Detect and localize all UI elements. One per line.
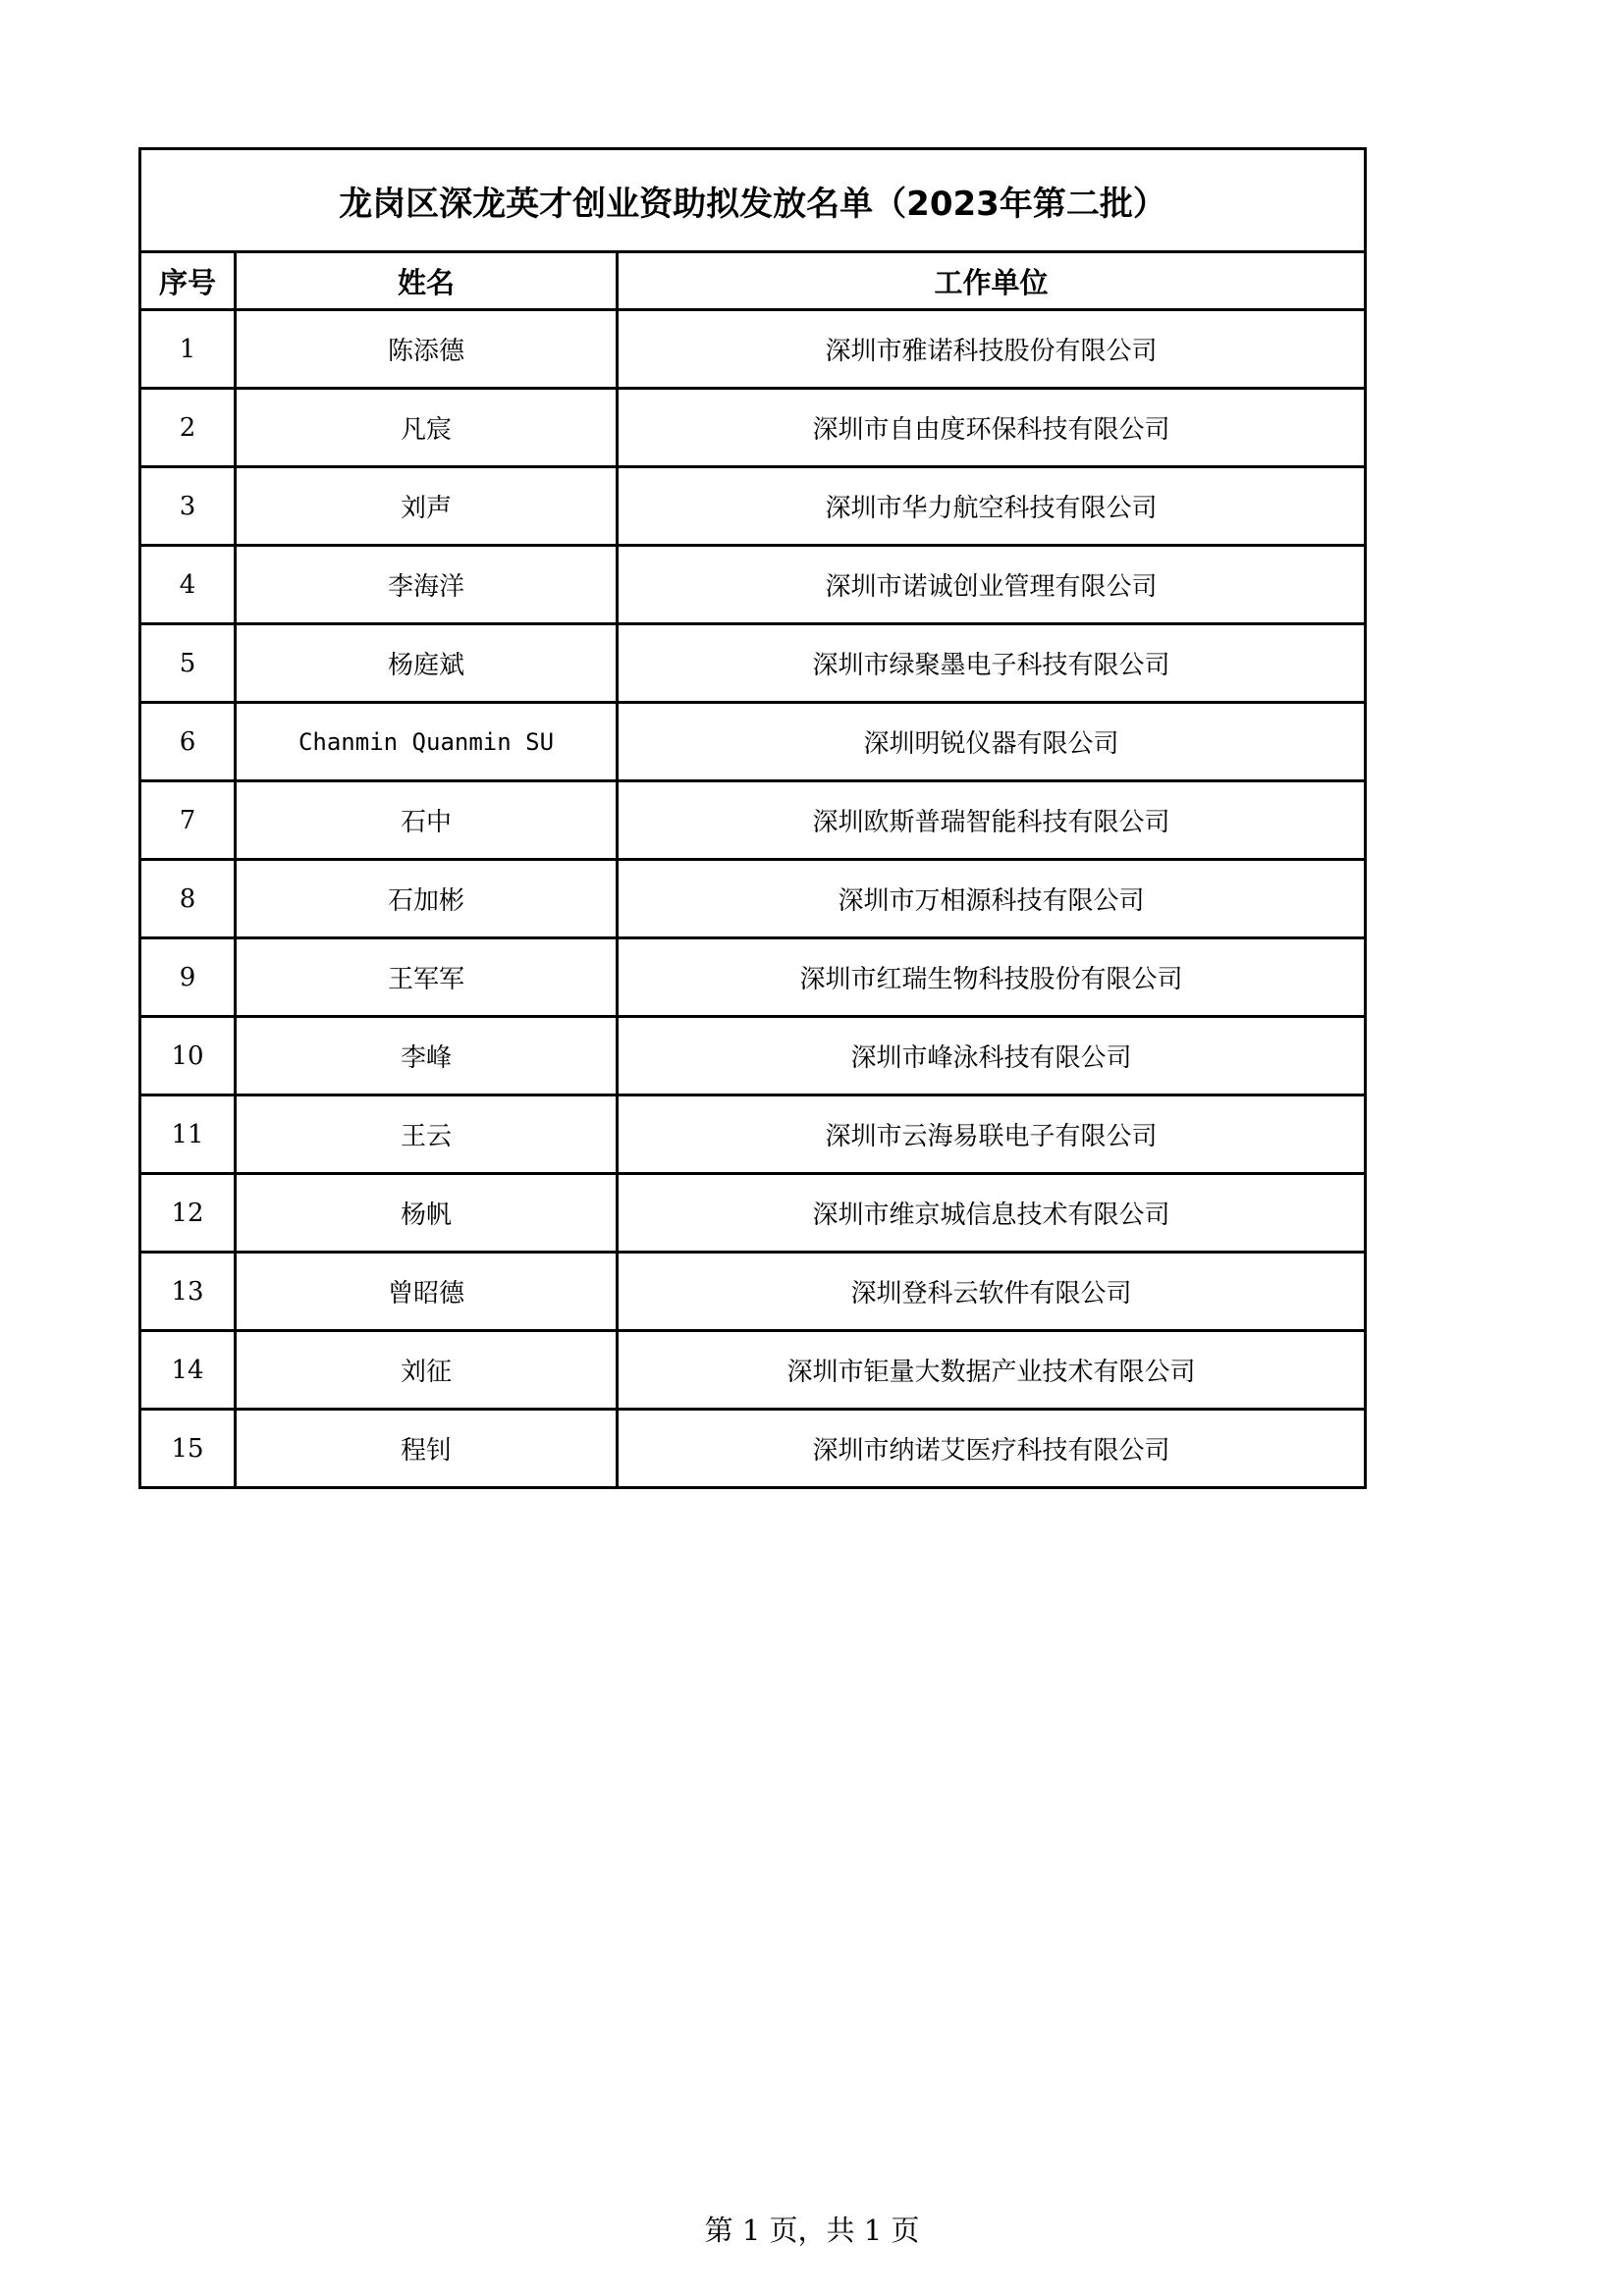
row-unit: 深圳市万相源科技有限公司 <box>618 860 1366 938</box>
column-header-number: 序号 <box>140 252 236 310</box>
row-number: 13 <box>140 1253 236 1331</box>
row-unit: 深圳市钜量大数据产业技术有限公司 <box>618 1331 1366 1410</box>
document-title: 龙岗区深龙英才创业资助拟发放名单（2023年第二批） <box>140 149 1366 252</box>
row-name: 杨庭斌 <box>236 624 618 703</box>
table-row <box>140 546 1366 624</box>
table-row <box>140 1095 1366 1174</box>
table-row <box>140 703 1366 781</box>
page-footer: 第 1 页，共 1 页 <box>704 2214 920 2247</box>
row-unit: 深圳市峰泳科技有限公司 <box>618 1017 1366 1095</box>
row-unit: 深圳市雅诺科技股份有限公司 <box>618 310 1366 389</box>
row-number: 1 <box>140 310 236 389</box>
row-name: 刘声 <box>236 467 618 546</box>
table-row <box>140 781 1366 860</box>
table-row <box>140 1410 1366 1488</box>
row-name: 李海洋 <box>236 546 618 624</box>
row-name: 曾昭德 <box>236 1253 618 1331</box>
row-name: 石中 <box>236 781 618 860</box>
row-number: 12 <box>140 1174 236 1253</box>
row-number: 9 <box>140 938 236 1017</box>
row-unit: 深圳市绿聚墨电子科技有限公司 <box>618 624 1366 703</box>
row-unit: 深圳明锐仪器有限公司 <box>618 703 1366 781</box>
roster-table <box>138 147 1367 1489</box>
column-header-name: 姓名 <box>236 252 618 310</box>
row-number: 7 <box>140 781 236 860</box>
table-header-row <box>140 252 1366 310</box>
row-name: 石加彬 <box>236 860 618 938</box>
row-number: 2 <box>140 389 236 467</box>
row-number: 11 <box>140 1095 236 1174</box>
row-name: Chanmin Quanmin SU <box>236 703 618 781</box>
row-unit: 深圳登科云软件有限公司 <box>618 1253 1366 1331</box>
row-number: 3 <box>140 467 236 546</box>
table-row <box>140 310 1366 389</box>
row-number: 5 <box>140 624 236 703</box>
row-unit: 深圳市华力航空科技有限公司 <box>618 467 1366 546</box>
row-number: 15 <box>140 1410 236 1488</box>
row-number: 8 <box>140 860 236 938</box>
row-number: 14 <box>140 1331 236 1410</box>
table-row <box>140 860 1366 938</box>
row-unit: 深圳欧斯普瑞智能科技有限公司 <box>618 781 1366 860</box>
row-name: 凡宸 <box>236 389 618 467</box>
table-row <box>140 1253 1366 1331</box>
table-row <box>140 1017 1366 1095</box>
row-unit: 深圳市诺诚创业管理有限公司 <box>618 546 1366 624</box>
row-unit: 深圳市云海易联电子有限公司 <box>618 1095 1366 1174</box>
row-name: 程钊 <box>236 1410 618 1488</box>
column-header-unit: 工作单位 <box>618 252 1366 310</box>
table-row <box>140 467 1366 546</box>
row-name: 王军军 <box>236 938 618 1017</box>
row-number: 4 <box>140 546 236 624</box>
row-name: 陈添德 <box>236 310 618 389</box>
row-name: 王云 <box>236 1095 618 1174</box>
table-row <box>140 389 1366 467</box>
row-unit: 深圳市红瑞生物科技股份有限公司 <box>618 938 1366 1017</box>
row-name: 李峰 <box>236 1017 618 1095</box>
table-row <box>140 624 1366 703</box>
table-row <box>140 1331 1366 1410</box>
row-unit: 深圳市自由度环保科技有限公司 <box>618 389 1366 467</box>
row-number: 6 <box>140 703 236 781</box>
row-name: 杨帆 <box>236 1174 618 1253</box>
row-number: 10 <box>140 1017 236 1095</box>
row-unit: 深圳市维京城信息技术有限公司 <box>618 1174 1366 1253</box>
row-unit: 深圳市纳诺艾医疗科技有限公司 <box>618 1410 1366 1488</box>
row-name: 刘征 <box>236 1331 618 1410</box>
table-row <box>140 938 1366 1017</box>
table-row <box>140 1174 1366 1253</box>
